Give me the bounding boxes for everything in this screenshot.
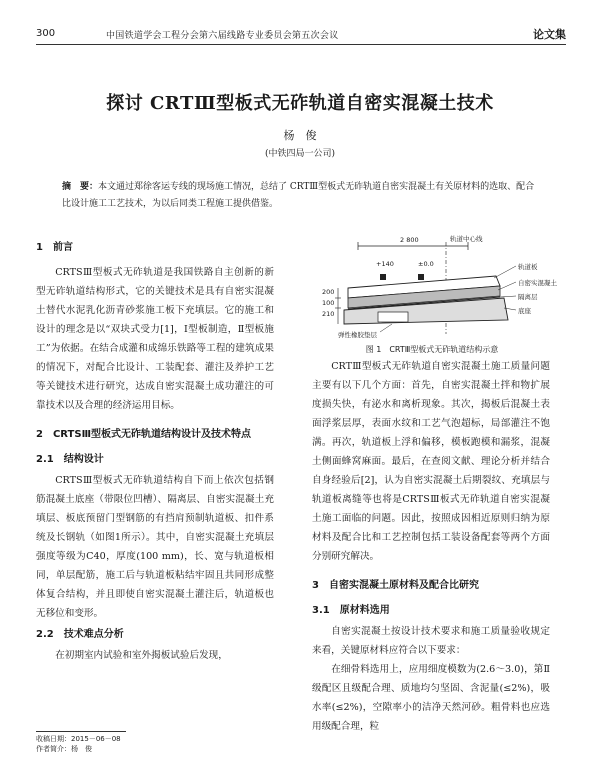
section-tag: 论文集 [533, 28, 566, 41]
affiliation: (中铁四局一公司) [264, 149, 336, 159]
section-1-heading: 1 前言 [36, 242, 73, 253]
figure-1 [318, 235, 557, 350]
header-rule [36, 44, 566, 45]
footnote-received: 收稿日期：2015－06－08 [36, 735, 121, 743]
centerline-label: 轨道中心线 [450, 235, 483, 243]
section-3-1-paragraph-1: 自密实混凝土按设计技术要求和施工质量验收规定来看，关键原材料应符合以下要求： [312, 626, 550, 656]
right-column [312, 357, 550, 736]
abstract-label: 摘 要： [62, 182, 99, 192]
elev-right-label: ±0.0 [418, 260, 434, 268]
footnote-author: 作者简介：杨 俊 [36, 745, 92, 753]
right-paragraph-1: CRTⅢ型板式无砟轨道自密实混凝土施工质量问题主要有以下几个方面：首先，自密实混凝土拌和物扩展度损失快，有泌水和离析现象。其次，揭板后混凝土表面浮浆层厚，表面水纹和工艺气泡超标，局部灌注不饱满。再次，轨道板上浮和偏移，模板跑模和漏浆，混凝土侧面蜂窝麻面。最后，在查阅文献、理论分析并结合自身经验后[2]，认为自密实混凝土后期裂纹、充填层与轨道板离缝等也将是CRTSⅢ板式无砟轨道自密实混凝土施工面临的问题。因此，按照成因相近原则归纳为原材料及配合比和工艺控制包括工装设备配套等两个方面分别研究解决。 [312, 361, 550, 562]
section-2-heading: 2 CRTSⅢ型板式无砟轨道结构设计及技术特点 [36, 429, 252, 440]
label-rubber-pad: 弹性橡胶垫层 [338, 331, 377, 339]
left-dim-1: 200 [322, 288, 335, 296]
left-column [36, 234, 274, 665]
abstract-text: 本文通过郑徐客运专线的现场施工情况，总结了 CRTⅢ型板式无砟轨道自密实混凝土有关原材料的选取、配合比设计施工工艺技术，为以后同类工程施工提供借鉴。 [62, 182, 535, 209]
abstract [62, 179, 542, 213]
label-scc: 自密实混凝土 [518, 279, 557, 287]
label-isolation: 隔离层 [518, 293, 538, 301]
section-3-1-heading: 3.1 原材料选用 [312, 605, 390, 616]
section-2-2-heading: 2.2 技术难点分析 [36, 629, 124, 640]
running-header [36, 26, 566, 42]
paper-title: 探讨 CRTⅢ型板式无砟轨道自密实混凝土技术 [106, 93, 494, 114]
section-2-1-paragraph: CRTSⅢ型板式无砟轨道结构自下而上依次包括钢筋混凝土底座（带限位凹槽）、隔离层、自密实混凝土充填层、板底预留门型钢筋的有挡肩预制轨道板、扣件系统及长钢轨（如图1所示）。其中，自密实混凝土充填层强度等级为C40，厚度(100 mm)，长、宽与轨道板相同，单层配筋，施工后与轨道板粘结牢固且共同形成整体复合结构，并且即使自密实混凝土灌注后，轨道板也无移位和变形。 [36, 475, 274, 619]
journal-name: 中国铁道学会工程分会第六届线路专业委员会第五次会议 [106, 31, 339, 41]
label-track-slab: 轨道板 [518, 263, 538, 271]
label-base: 底座 [518, 307, 531, 315]
author-name: 杨 俊 [283, 129, 317, 142]
left-dim-3: 210 [322, 310, 335, 318]
footnote-rule [36, 731, 126, 732]
section-3-1-paragraph-2: 在细骨料选用上，应用细度模数为(2.6～3.0)，第Ⅱ级配区且级配合理、质地均匀坚固、含泥量(≤2%)，吸水率(≤2%)，空隙率小的洁净天然河砂。粗骨料也应选用级配合理，粒 [312, 664, 550, 732]
section-2-2-paragraph: 在初期室内试验和室外揭板试验后发现， [55, 650, 228, 661]
section-1-paragraph: CRTSⅢ型板式无砟轨道是我国铁路自主创新的新型无砟轨道结构形式，它的关键技术是具有自密实混凝土替代水泥乳化沥青砂浆施工板下充填层。它的施工和设计的理念是以“双块式受力[1]，Ⅰ型板制造，Ⅱ型板施工”为依据。在结合成灌和成绵乐铁路等工程的建筑成果的情况下，对配合比设计、工装配套、灌注及养护工艺等关键技术进行研究，达成自密实混凝土成功灌注的可靠技术以及合理的经济运用目标。 [36, 267, 274, 411]
section-2-1-heading: 2.1 结构设计 [36, 454, 104, 465]
dim-top-label: 2 800 [400, 236, 419, 244]
page-number: 300 [36, 28, 56, 39]
left-dim-2: 100 [322, 299, 335, 307]
figure-1-caption: 图 1 CRTⅢ型板式无砟轨道结构示意 [365, 345, 499, 354]
track-structure-diagram [318, 238, 546, 342]
section-3-heading: 3 自密实混凝土原材料及配合比研究 [312, 580, 479, 591]
elev-left-label: +140 [376, 260, 394, 268]
